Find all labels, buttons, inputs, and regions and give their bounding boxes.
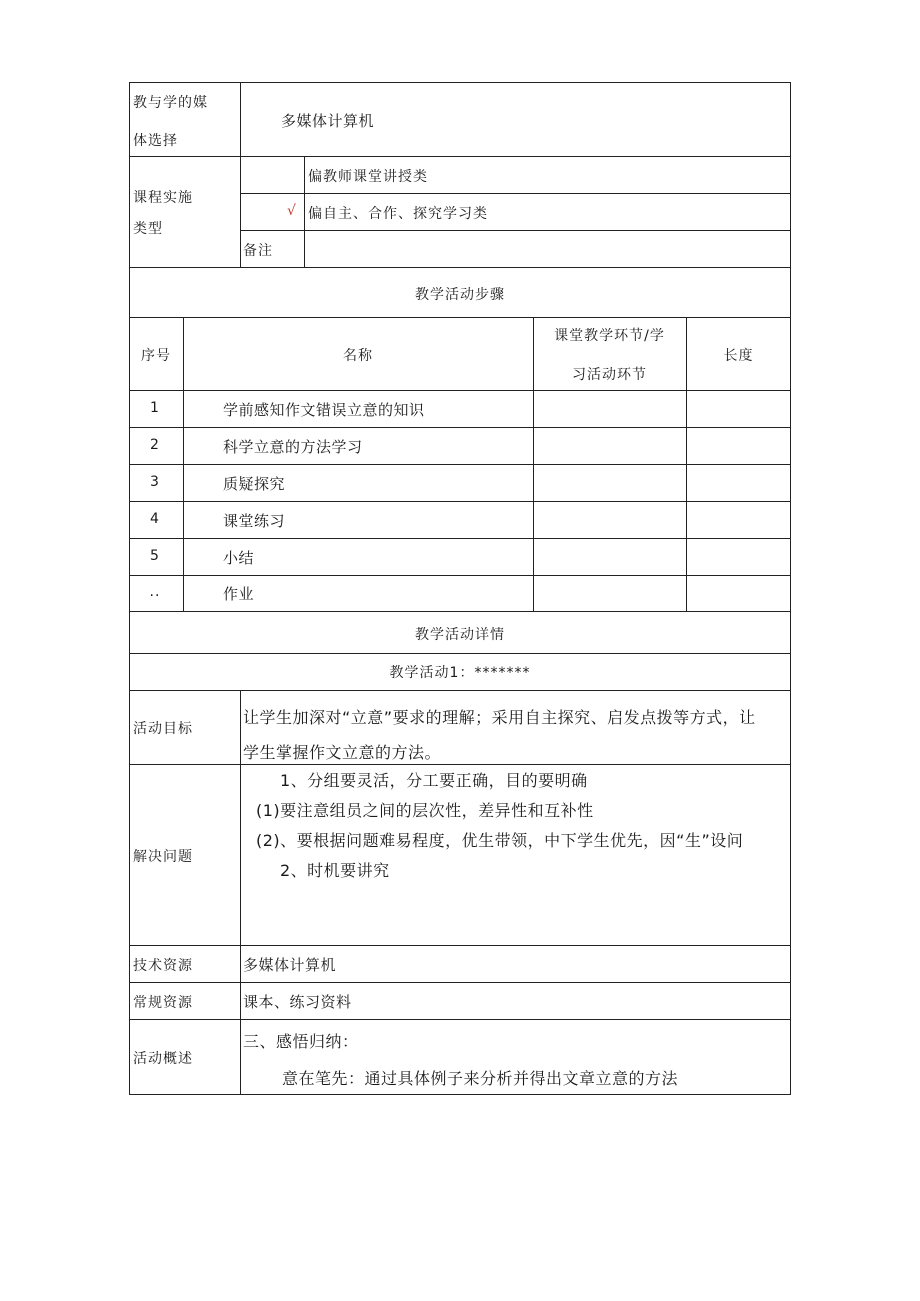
activity-title: 教学活动1：******* [389, 665, 531, 681]
step-name: 质疑探究 [223, 475, 286, 493]
option-text: 偏教师课堂讲授类 [308, 169, 428, 185]
regular-value: 课本、练习资料 [243, 993, 352, 1011]
row-divider [129, 982, 791, 983]
row-divider [129, 1019, 791, 1020]
row-divider [129, 653, 791, 654]
media-label: 教与学的媒 [133, 95, 208, 111]
step-name: 小结 [223, 549, 255, 567]
row-divider [129, 427, 791, 428]
column-divider [240, 82, 241, 267]
step-number: 5 [150, 548, 160, 564]
header-stage: 习活动环节 [572, 367, 647, 383]
row-divider [129, 538, 791, 539]
column-divider [304, 156, 305, 267]
option-check-mark: √ [287, 203, 297, 219]
step-number: 2 [150, 437, 160, 453]
step-name: 科学立意的方法学习 [223, 438, 363, 456]
steps-title: 教学活动步骤 [415, 287, 505, 303]
tech-label: 技术资源 [133, 958, 193, 974]
problem-label: 解决问题 [133, 849, 193, 865]
course-type-label: 课程实施 [133, 190, 193, 206]
media-label: 体选择 [133, 133, 178, 149]
header-stage: 课堂教学环节/学 [554, 328, 665, 344]
row-divider [129, 390, 791, 391]
goal-text: 让学生加深对“立意”要求的理解；采用自主探究、启发点拨等方式，让 [243, 708, 756, 727]
header-no: 序号 [141, 348, 171, 364]
row-divider [129, 464, 791, 465]
goal-label: 活动目标 [133, 721, 193, 737]
row-divider [129, 690, 791, 691]
overview-label: 活动概述 [133, 1051, 193, 1067]
header-length: 长度 [723, 348, 754, 364]
option-text: 偏自主、合作、探究学习类 [308, 206, 488, 222]
remark-label: 备注 [243, 243, 273, 259]
step-number: 4 [150, 511, 160, 527]
course-type-label: 类型 [133, 221, 163, 237]
regular-label: 常规资源 [133, 995, 193, 1011]
row-divider [129, 764, 791, 765]
media-value: 多媒体计算机 [281, 112, 375, 130]
overview-text: 意在笔先：通过具体例子来分析并得出文章立意的方法 [282, 1069, 679, 1088]
row-divider [129, 575, 791, 576]
step-number: .. [149, 584, 161, 600]
row-divider [240, 230, 791, 231]
problem-line: (2)、要根据问题难易程度，优生带领，中下学生优先，因“生”设问 [256, 831, 744, 850]
problem-line: (1)要注意组员之间的层次性，差异性和互补性 [256, 801, 594, 820]
step-number: 3 [150, 474, 160, 490]
step-number: 1 [150, 400, 160, 416]
row-divider [129, 317, 791, 318]
row-divider [129, 156, 791, 157]
details-title: 教学活动详情 [415, 627, 505, 643]
step-name: 学前感知作文错误立意的知识 [223, 401, 425, 419]
column-divider [533, 317, 534, 611]
row-divider [129, 501, 791, 502]
goal-text: 学生掌握作文立意的方法。 [243, 743, 442, 762]
row-divider [129, 267, 791, 268]
step-name: 课堂练习 [223, 512, 286, 530]
step-name: 作业 [223, 585, 255, 603]
row-divider [129, 611, 791, 612]
row-divider [240, 193, 791, 194]
row-divider [129, 945, 791, 946]
tech-value: 多媒体计算机 [243, 956, 337, 974]
column-divider [240, 690, 241, 1095]
problem-line: 2、时机要讲究 [280, 861, 390, 880]
header-name: 名称 [343, 348, 373, 364]
overview-text: 三、感悟归纳： [243, 1032, 359, 1051]
problem-line: 1、分组要灵活，分工要正确，目的要明确 [280, 771, 588, 790]
